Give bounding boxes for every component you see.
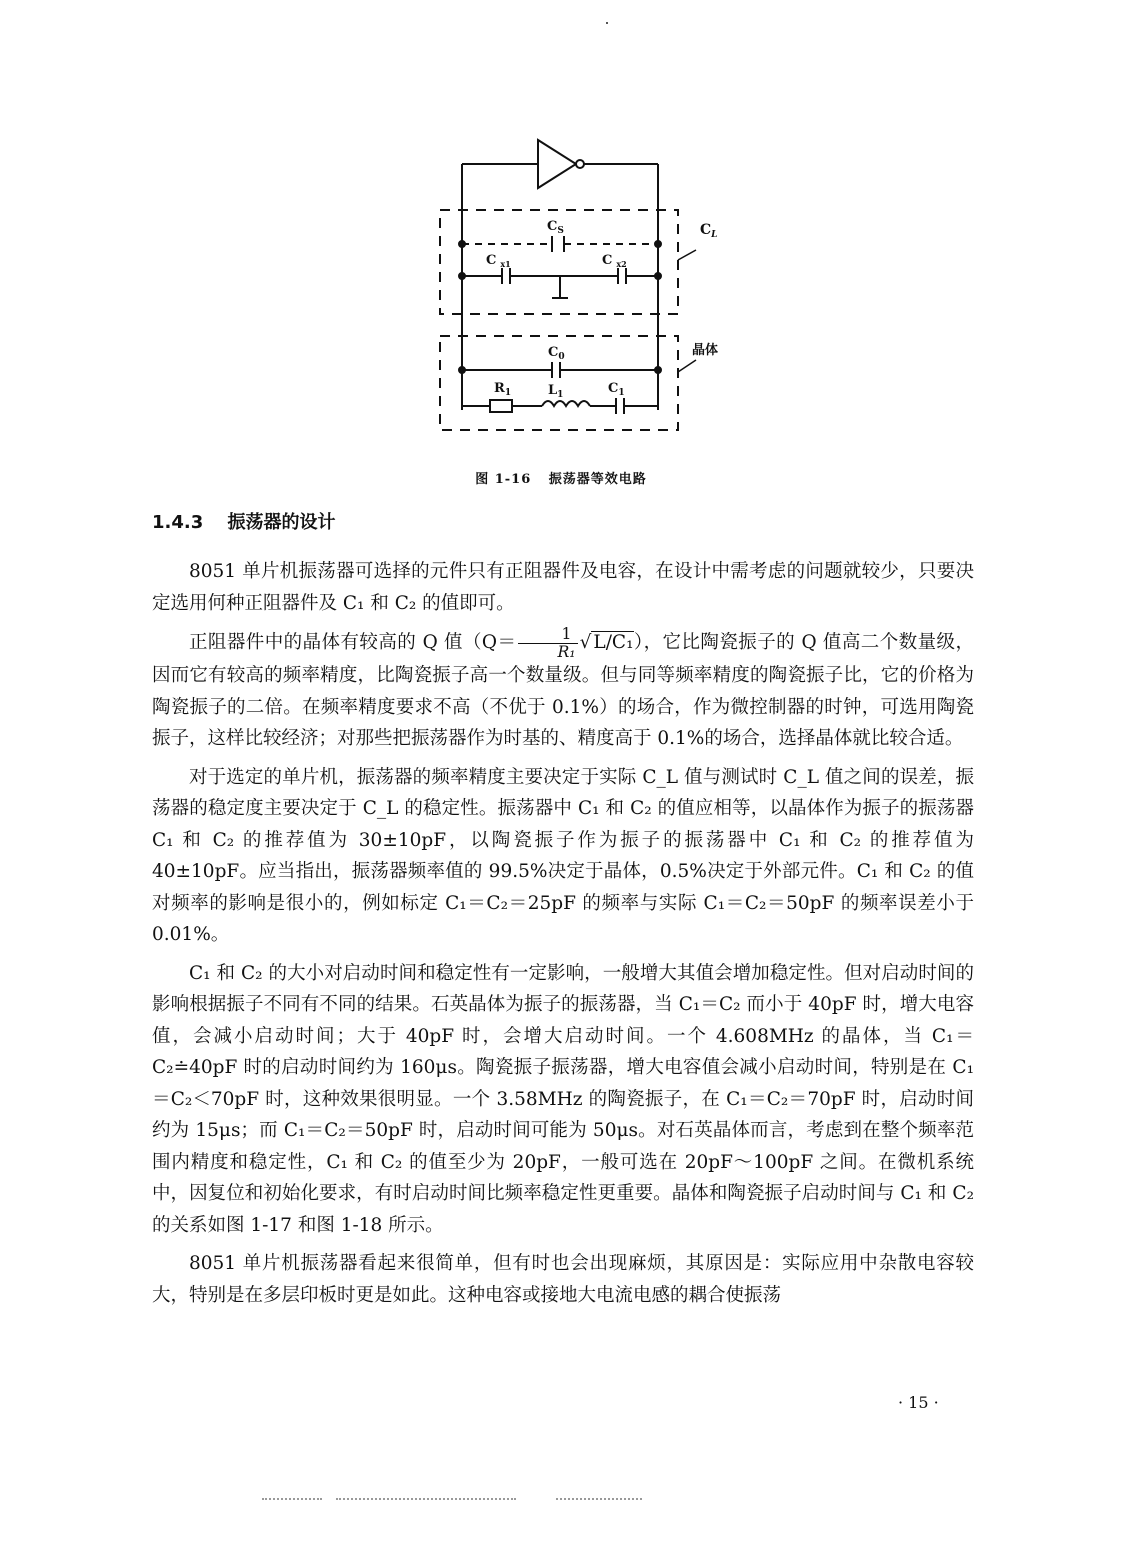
paragraph-2: 正阻器件中的晶体有较高的 Q 值（Q＝ $\frac{1}{\text{R₁}}$ √ L/C₁），它比陶瓷振子的 Q 值高二个数量级，因而它有较高的频率精度，比陶瓷振子高一个数量级。但与同等频率精度的陶瓷振子比，它的价格为陶瓷振子的二倍。在频率精度要求不高（不优于 0.1%）的场合，作为微控制器的时钟，可选用陶瓷振子，这样比较经济；对那些把振荡器作为时基的、精度高于 0.1%的场合，选择晶体就比较合适。 bbox=[152, 624, 974, 749]
label-r1: $R_1$ bbox=[494, 381, 512, 398]
body-text bbox=[152, 556, 974, 1318]
label-l1: $L_1$ bbox=[548, 383, 564, 400]
paragraph-3: 对于选定的单片机，振荡器的频率精度主要决定于实际 C_L 值与测试时 C_L 值之间的误差，振荡器的稳定度主要决定于 C_L 的稳定性。振荡器中 C₁ 和 C₂ 的值应相等，以晶体作为振子的振荡器 C₁ 和 C₂ 的推荐值为 30±10pF，以陶瓷振子作为振子的振荡器中 C₁ 和 C₂ 的推荐值为 40±10pF。应当指出，振荡器频率值的 99.5%决定于晶体，0.5%决定于外部元件。C₁ 和 C₂ 的值对频率的影响是很小的，例如标定 C₁＝C₂＝25pF 的频率与实际 C₁＝C₂＝50pF 的频率误差小于 0.01%。 bbox=[152, 766, 974, 945]
label-c0: $C_0$ bbox=[548, 345, 565, 362]
section-heading bbox=[152, 508, 336, 534]
label-cx1: C $_{x1}$ bbox=[486, 253, 511, 269]
figure-number: 图 1-16 bbox=[475, 472, 532, 487]
crystal-dashed-box bbox=[440, 336, 678, 430]
oscillator-equivalent-circuit bbox=[400, 120, 740, 450]
page-number: · 15 · bbox=[898, 1393, 939, 1412]
scan-artifact-dots bbox=[336, 1498, 516, 1502]
section-title: 振荡器的设计 bbox=[227, 512, 336, 533]
label-cl: $C_L$ bbox=[700, 222, 718, 240]
scan-artifact-mark bbox=[606, 22, 608, 24]
section-number: 1.4.3 bbox=[152, 512, 204, 533]
figure-caption-text: 振荡器等效电路 bbox=[548, 472, 647, 487]
label-cx2: C $_{x2}$ bbox=[602, 253, 627, 269]
label-c1: $C_1$ bbox=[608, 381, 625, 398]
paragraph-4: C₁ 和 C₂ 的大小对启动时间和稳定性有一定影响，一般增大其值会增加稳定性。但对启动时间的影响根据振子不同有不同的结果。石英晶体为振子的振荡器，当 C₁＝C₂ 而小于 40pF 时，增大电容值，会减小启动时间；大于 40pF 时，会增大启动时间。一个 4.608MHz 的晶体，当 C₁＝C₂≐40pF 时的启动时间约为 160μs。陶瓷振子振荡器，增大电容值会减小启动时间，特别是在 C₁＝C₂＜70pF 时，这种效果很明显。一个 3.58MHz 的陶瓷振子，在 C₁＝C₂＝70pF 时，启动时间约为 15μs；而 C₁＝C₂＝50pF 时，启动时间可能为 50μs。对石英晶体而言，考虑到在整个频率范围内精度和稳定性，C₁ 和 C₂ 的值至少为 20pF，一般可选在 20pF～100pF 之间。在微机系统中，因复位和初始化要求，有时启动时间比频率稳定性更重要。晶体和陶瓷振子启动时间与 C₁ 和 C₂ 的关系如图 1-17 和图 1-18 所示。 bbox=[152, 962, 974, 1236]
paragraph-5: 8051 单片机振荡器看起来很简单，但有时也会出现麻烦，其原因是：实际应用中杂散电容较大，特别是在多层印板时更是如此。这种电容或接地大电流电感的耦合使振荡 bbox=[152, 1253, 974, 1306]
paragraph-2-lead: 正阻器件中的晶体有较高的 Q 值（Q＝ bbox=[189, 632, 517, 653]
paragraph-1: 8051 单片机振荡器可选择的元件只有正阻器件及电容，在设计中需考虑的问题就较少，只要决定选用何种正阻器件及 C₁ 和 C₂ 的值即可。 bbox=[152, 561, 974, 614]
scan-artifact-dots bbox=[556, 1498, 642, 1502]
inverter-symbol bbox=[538, 140, 576, 188]
sqrt-expression: L/C₁ bbox=[593, 632, 634, 653]
label-cs: $C_S$ bbox=[547, 219, 564, 236]
inverter-bubble bbox=[576, 160, 584, 168]
fraction-denominator: R₁ bbox=[557, 641, 576, 661]
r1-resistor bbox=[490, 400, 512, 412]
q-formula-fraction bbox=[518, 626, 577, 660]
paragraph-2-rest: ），它比陶瓷振子的 Q 值高二个数量级，因而它有较高的频率精度，比陶瓷振子高一个数量级。但与同等频率精度的陶瓷振子比，它的价格为陶瓷振子的二倍。在频率精度要求不高（不优于 0.1%）的场合，作为微控制器的时钟，可选用陶瓷振子，这样比较经济；对那些把振荡器作为时基的、精度高于 0.1%的场合，选择晶体就比较合适。 bbox=[152, 632, 974, 749]
figure-caption bbox=[0, 468, 1122, 487]
fraction-numerator: 1 bbox=[518, 626, 577, 644]
label-crystal: 晶体 bbox=[692, 343, 719, 358]
scan-artifact-dots bbox=[262, 1498, 322, 1502]
l1-inductor bbox=[542, 401, 590, 406]
